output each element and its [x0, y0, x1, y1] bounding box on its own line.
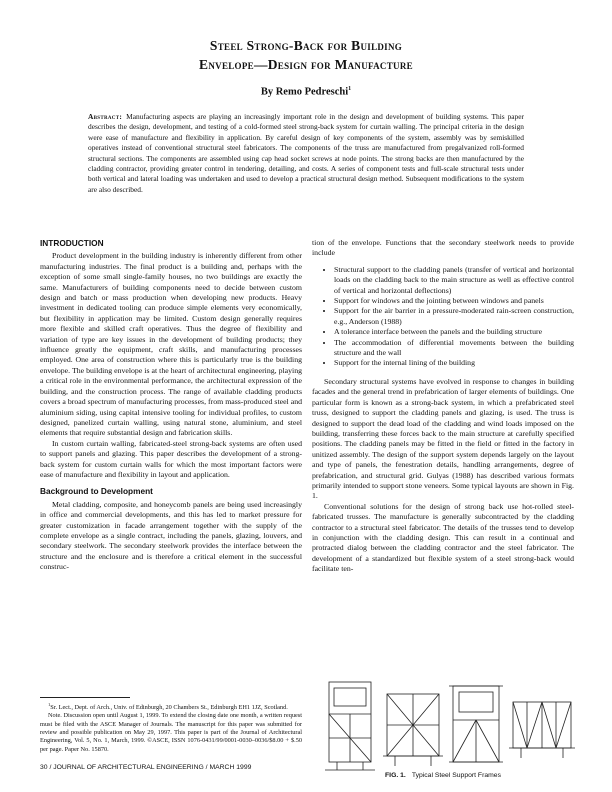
list-item: • Support for windows and the jointing between windows and panels: [334, 296, 574, 306]
right-paragraph-1: Secondary structural systems have evolved in response to changes in building facades and the general trend in prefabrication of larger elements of buildings. One particular form is known as a strong-back system, in which a prefabricated steel truss, designed to support the cladding panels and glazing, is used. The truss is designed to support the dead load of the cladding and wind loads imposed on the building, transferring these forces back to the main structure at carefully specified positions. The cladding panels may be fitted in the field or fitted in the factory in unitized assembly. The design of the support system depends largely on the layout and type of panels, the fenestration details, handling arrangements, degree of prefabrication, and structural grid. Gulyas (1988) has described various formats primarily intended to support stone veneers. Some typical layouts are shown in Fig. 1.: [312, 376, 574, 501]
right-column: [312, 238, 574, 575]
author-line: [0, 86, 612, 98]
support-frame-b: [383, 694, 443, 766]
list-item: • Structural support to the cladding panels (transfer of vertical and horizontal loads on the cladding back to the main structure as well as effective control of vertical and horizontal deflections): [334, 265, 574, 296]
background-paragraph-1: Metal cladding, composite, and honeycomb panels are being used increasingly in office and commercial developments, and this has led to market pressure for greater customization in facade arrangement together with the supply of the complete envelope as a single contract, including the panels, glazing, louvers, and secondary steelwork. The secondary steelwork provides the interface between the structure and the enclosure and is therefore a critical element in the successful construc-: [40, 499, 302, 572]
support-frame-d: [509, 702, 575, 758]
function-list: [312, 265, 574, 369]
figure-1-caption: [312, 772, 574, 779]
footnote-1-mark: 1: [48, 702, 51, 707]
footnote-1: [40, 701, 302, 712]
intro-paragraph-2: In custom curtain walling, fabricated-steel strong-back systems are often used to support panels and glazing. This paper describes the development of a strong-back system for custom curtain walls for which the most important factors were ease of manufacture and flexibility in layout and application.: [40, 438, 302, 479]
title-line-1: Steel Strong-Back for Building: [209, 38, 403, 53]
abstract: [88, 112, 524, 195]
list-item: • Support for the internal lining of the building: [334, 358, 574, 368]
background-heading: Background to Development: [40, 486, 153, 497]
list-item: • The accommodation of differential movements between the building structure and the wall: [334, 338, 574, 359]
left-column: [40, 238, 302, 573]
support-frame-c: [449, 686, 503, 762]
footnote-rule: [40, 697, 130, 698]
discussion-note: Note. Discussion open until August 1, 1999. To extend the closing date one month, a written request must be filed with the ASCE Manager of Journals. The manuscript for this paper was submitted for review and possible publication on May 29, 1997. This paper is part of the Journal of Architectural Engineering, Vol. 5, No. 1, March, 1999. ©ASCE, ISSN 1076-0431/99/0001-0030–0036/$8.00 + $.50 per page. Paper No. 15870.: [40, 712, 302, 753]
intro-paragraph-1: Product development in the building industry is inherently different from other manufacturing industries. The final product is a building and, perhaps with the exception of some small single-family houses, no two buildings are exactly the same. Manufacturers of building components need to decide between custom design and batch or mass production when developing new products. Heavy investment in dedicated tooling can produce simple elements very economically, but flexibility in application may be limited. Custom design generally requires more flexible and skilled craft operatives. Thus the degree of flexibility and variation of type are key issues in the development of building products; they influence greatly the equipment, craft skills, and manufacturing processes employed. One area of construction where this is particularly true is the building envelope. The building envelope is at the heart of architectural engineering, playing a critical role in the environmental performance, the architectural expression of the building, and the construction process. The range of available cladding products covers a broad spectrum of manufacturing processes, from mass-produced steel and aluminium siding, using capital intensive tooling for individual profiles, to custom designed, panelized curtain walling, using natural stone, aluminium, and steel elements that require substantial design and fabrication skills.: [40, 251, 302, 438]
introduction-heading: INTRODUCTION: [40, 238, 104, 248]
paper-title: [0, 36, 612, 74]
continued-text: tion of the envelope. Functions that the secondary steelwork needs to provide include: [312, 238, 574, 258]
page-footer: 30 / JOURNAL OF ARCHITECTURAL ENGINEERING / MARCH 1999: [40, 764, 252, 771]
right-paragraph-2: Conventional solutions for the design of strong back use hot-rolled steel-fabricated trusses. The manufacture is generally subcontracted by the cladding contractor to a structural steel fabricator. The details of the trusses tend to develop in conjunction with the cladding design. This can result in a continual and protracted dialog between the cladding contractor and the steel fabricator. The development of a standardized but flexible system of a steel strong-back would facilitate ten-: [312, 501, 574, 574]
title-line-2: Envelope—Design for Manufacture: [199, 57, 413, 72]
list-item: • A tolerance interface between the panels and the building structure: [334, 327, 574, 337]
support-frame-a: [325, 682, 375, 770]
author-footnote-mark: 1: [348, 86, 352, 92]
list-item: • Support for the air barrier in a pressure-moderated rain-screen construction, e.g., Anderson (1988): [334, 306, 574, 327]
author-name: By Remo Pedreschi: [260, 86, 349, 98]
figure-1-caption-text: Typical Steel Support Frames: [411, 772, 501, 779]
footnotes: [40, 701, 302, 754]
abstract-text: Manufacturing aspects are playing an increasingly important role in the design and development of building systems. This paper describes the design, development, and testing of a cold-formed steel strong-back system for curtain walling. The principal criteria in the design were ease of manufacture and flexibility in application. By careful design of key components of the system, assembly was by semiskilled operatives instead of conventional structural steel fabricators. The components of the truss are manufactured from pregalvanized roll-formed structural sections. The components are assembled using cap head socket screws at node points. The strong backs are then manufactured by the cladding contractor, providing greater control in tendering, detailing, and costs. A series of component tests and full-scale structural tests under both vertical and lateral loading was undertaken and used to develop a practical structural design method. Subsequent modifications to the system are also described.: [88, 112, 524, 194]
footnote-1-text: Sr. Lect., Dept. of Arch., Univ. of Edinburgh, 20 Chambers St., Edinburgh EH1 1JZ, Scotland.: [50, 704, 288, 712]
figure-1-label: FIG. 1.: [385, 772, 406, 779]
abstract-label: Abstract:: [88, 112, 123, 121]
figure-1-steel-support-frames: [325, 674, 575, 776]
